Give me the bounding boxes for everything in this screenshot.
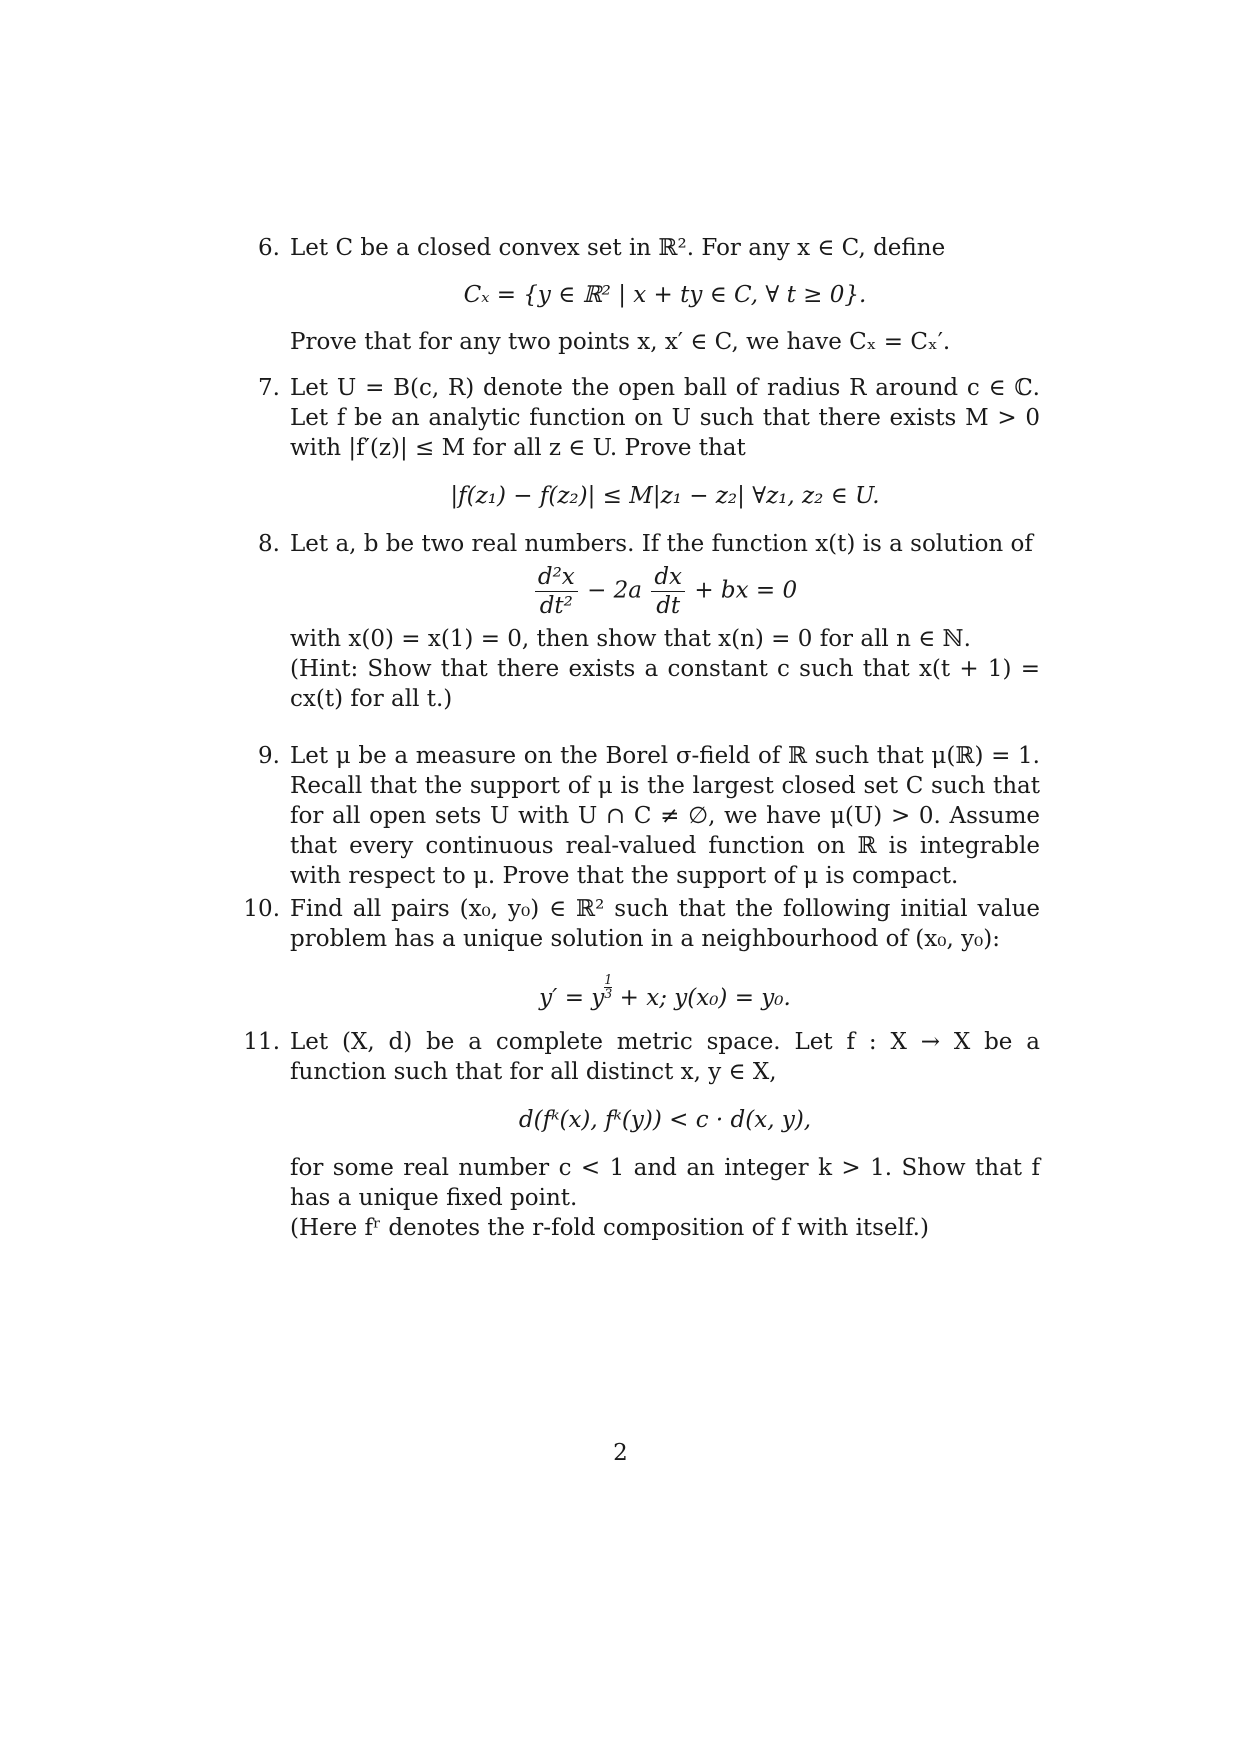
problem-text: Let a, b be two real numbers. If the function x(t) is a solution of [290, 531, 1033, 557]
problem-text: Let U = B(c, R) denote the open ball of radius R around c ∈ ℂ. Let f be an analytic function on U such that there exists M > 0 with |f′(z)| ≤ M for all z ∈ U. Prove that [290, 375, 1040, 461]
problem-number: 8. [258, 531, 280, 557]
problem-text: Let (X, d) be a complete metric space. Let f : X → X be a function such that for all distinct x, y ∈ X, [290, 1029, 1040, 1085]
problem-text: with x(0) = x(1) = 0, then show that x(n) = 0 for all n ∈ ℕ. [290, 626, 971, 652]
problem-number: 11. [243, 1029, 280, 1055]
fraction: $\frac{dx}{dt}$ [651, 563, 685, 620]
note-text: (Here fʳ denotes the r-fold composition of f with itself.) [290, 1215, 929, 1241]
problem-7 [240, 373, 1040, 511]
display-equation: d(fᵏ(x), fᵏ(y)) < c · d(x, y), [518, 1107, 812, 1133]
problem-number: 6. [258, 235, 280, 261]
problem-6 [240, 233, 1040, 357]
problem-9 [240, 741, 1040, 891]
display-equation: Cₓ = {y ∈ ℝ² | x + ty ∈ C, ∀ t ≥ 0}. [463, 282, 867, 308]
problem-text: Prove that for any two points x, x′ ∈ C, we have Cₓ = Cₓ′. [290, 329, 951, 355]
problem-11 [240, 1027, 1040, 1243]
hint-text: (Hint: Show that there exists a constant c such that x(t + 1) = cx(t) for all t.) [290, 656, 1040, 712]
exponent-fraction: $\frac{1}{3}$ [604, 972, 613, 1001]
problem-number: 9. [258, 743, 280, 769]
display-equation: |f(z₁) − f(z₂)| ≤ M|z₁ − z₂| ∀z₁, z₂ ∈ U. [450, 483, 880, 509]
problem-number: 7. [258, 375, 280, 401]
problem-text: Let C be a closed convex set in ℝ². For any x ∈ C, define [290, 235, 946, 261]
display-equation: y′ = y $\frac{1}{3}$ + x; y(x₀) = y₀. [539, 972, 791, 1012]
problem-text: for some real number c < 1 and an integer k > 1. Show that f has a unique fixed point. [290, 1155, 1040, 1211]
problem-10 [240, 894, 1040, 1013]
display-equation: $\frac{\text{d²x}}{\text{dt²}}$ − 2a $\frac{dx}{dt}$ + bx = 0 [290, 563, 1040, 620]
problem-text: Find all pairs (x₀, y₀) ∈ ℝ² such that the following initial value problem has a unique solution in a neighbourhood of (x₀, y₀): [290, 896, 1040, 952]
problem-number: 10. [243, 896, 280, 922]
problem-text: Let μ be a measure on the Borel σ-field of ℝ such that μ(ℝ) = 1. Recall that the support of μ is the largest closed set C such that for all open sets U with U ∩ C ≠ ∅, we have μ(U) > 0. Assume that every continuous real-valued function on ℝ is integrable with respect to μ. Prove that the support of μ is compact. [290, 743, 1040, 889]
fraction: $\frac{\text{d²x}}{\text{dt²}}$ [535, 563, 578, 620]
problem-8 [240, 529, 1040, 714]
page-number: 2 [613, 1440, 628, 1466]
